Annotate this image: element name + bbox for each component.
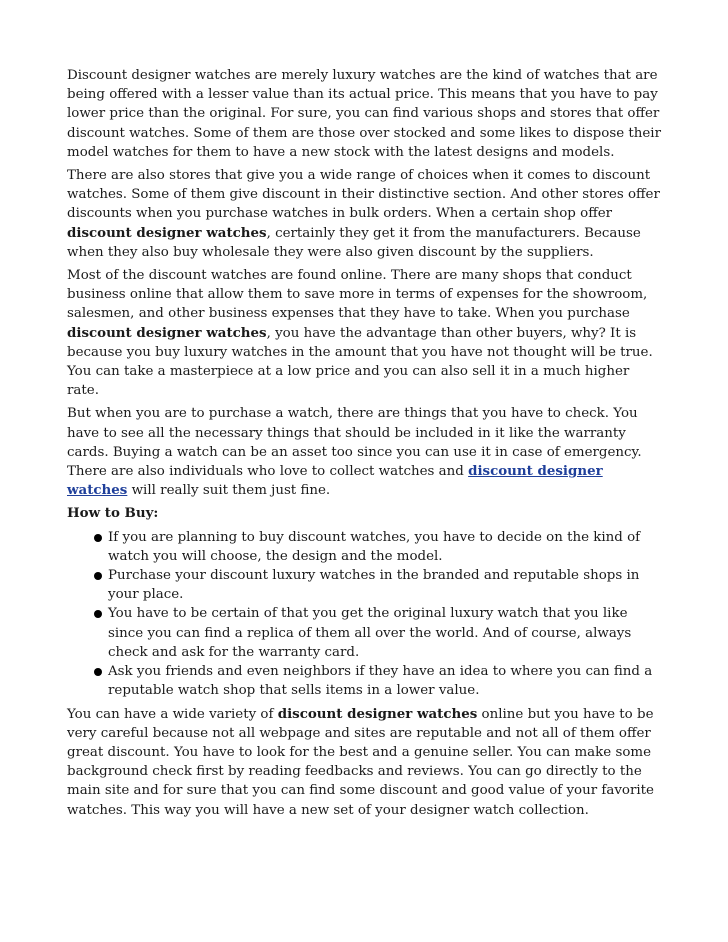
paragraph-stores (67, 166, 663, 262)
keyword-bold: discount designer watches (67, 224, 267, 241)
document-page (67, 66, 663, 824)
paragraph-intro: Discount designer watches are merely luxury watches are the kind of watches that are being offered with a lesser value than its actual price. This means that you have to pay lower price than the original. For sure, you can find various shops and stores that offer discount watches. Some of them are those over stocked and some likes to dispose their model watches for them to have a new stock with the latest designs and models. (67, 68, 661, 160)
list-item-text: Ask you friends and even neighbors if they have an idea to where you can find a reputable watch shop that sells items in a lower value. (108, 664, 653, 699)
bullet-icon (94, 610, 102, 618)
keyword-bold: discount designer watches (67, 324, 267, 341)
paragraph-text: , you have the advantage than other buyers, why? It is because you buy luxury watches in the amount that you have not thought will be true. You can take a masterpiece at a low price and you can also sell it in a much higher rate. (67, 325, 653, 399)
list-item-text: If you are planning to buy discount watches, you have to decide on the kind of watch you will choose, the design and the model. (108, 529, 641, 564)
list-item-text: Purchase your discount luxury watches in the branded and reputable shops in your place. (108, 568, 640, 603)
paragraph-text: will really suit them just fine. (127, 483, 331, 499)
paragraph-text: , certainly they get it from the manufacturers. Because when they also buy wholesale they were also given discount by the suppliers. (67, 225, 641, 260)
how-to-buy-heading: How to Buy: (67, 505, 159, 522)
paragraph-text: You can have a wide variety of (67, 706, 278, 722)
paragraph-text: online but you have to be very careful because not all webpage and sites are reputable and not all of them offer great discount. You have to look for the best and a genuine seller. You can make some background check first by reading feedbacks and reviews. You can go directly to the main site and for sure that you can find some discount and good value of your favorite watches. This way you will have a new set of your designer watch collection. (67, 706, 654, 818)
paragraph-purchase (67, 404, 663, 500)
paragraph-online (67, 266, 663, 400)
paragraph-text: Most of the discount watches are found online. There are many shops that conduct business online that allow them to save more in terms of expenses for the showroom, salesmen, and other business expenses that they have to take. When you purchase (67, 268, 648, 322)
paragraph-text: There are also stores that give you a wide range of choices when it comes to discount watches. Some of them give discount in their distinctive section. And other stores offer discounts when you purchase watches in bulk orders. When a certain shop offer (67, 168, 660, 222)
bullet-icon (94, 572, 102, 580)
paragraph-conclusion (67, 705, 663, 820)
bullet-icon (94, 534, 102, 542)
list-item (108, 604, 663, 662)
paragraph-text: But when you are to purchase a watch, there are things that you have to check. You have to see all the necessary things that should be included in it like the warranty cards. Buying a watch can be an asset too since you can use it in case of emergency. There are also individuals who love to collect watches and (67, 406, 642, 480)
list-item (108, 528, 663, 566)
list-item-text: You have to be certain of that you get the original luxury watch that you like since you can find a replica of them all over the world. And of course, always check and ask for the warranty card. (108, 606, 632, 660)
list-item (108, 566, 663, 604)
bullet-icon (94, 668, 102, 676)
how-to-buy-list (67, 528, 663, 701)
keyword-link[interactable]: discount designer watches (67, 463, 603, 499)
list-item (108, 662, 663, 700)
keyword-bold: discount designer watches (277, 705, 478, 722)
